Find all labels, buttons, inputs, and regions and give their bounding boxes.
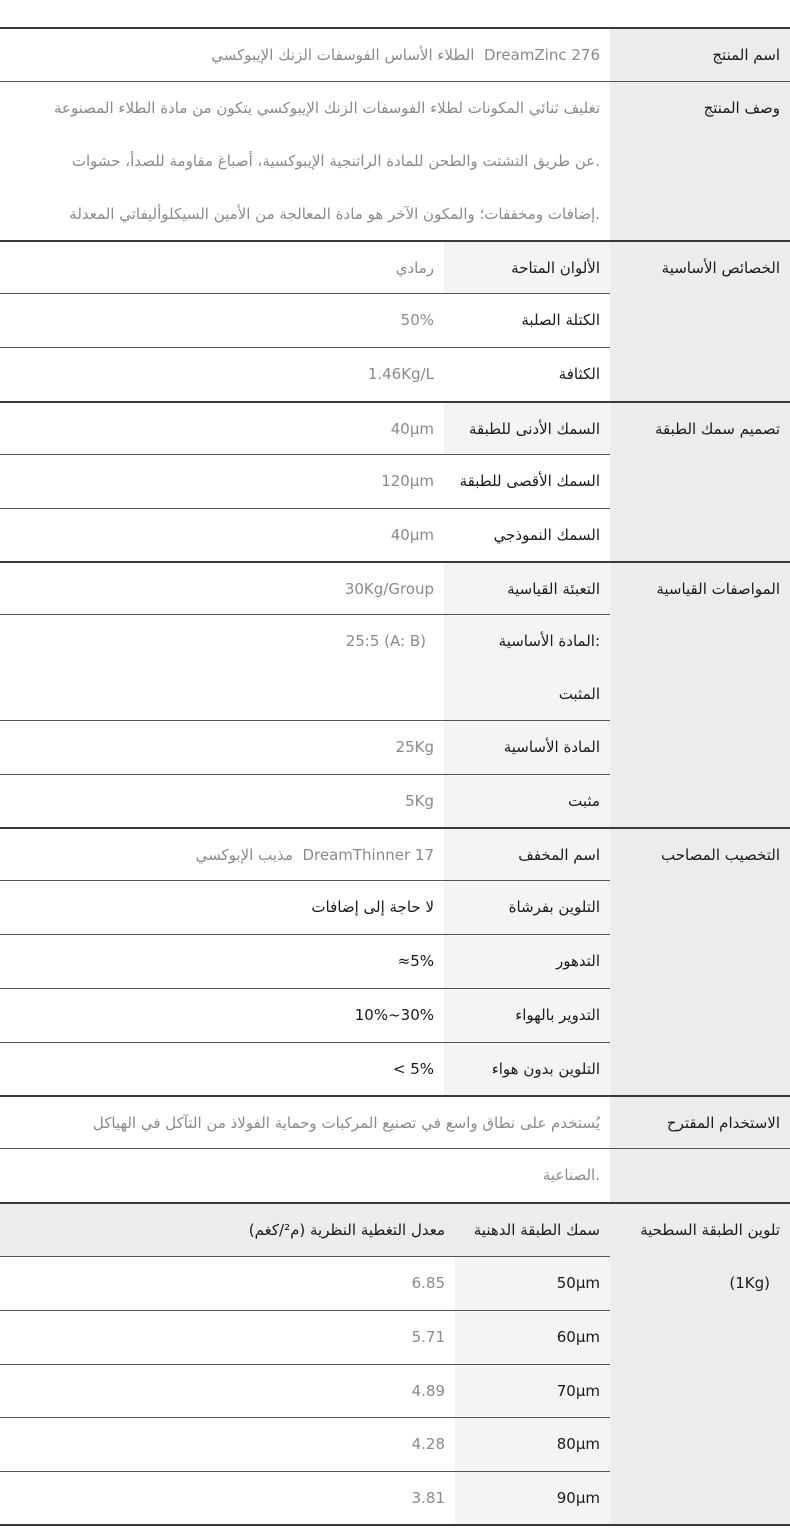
density-value: 1.46Kg/L xyxy=(367,365,434,383)
coverage-rate-cell: 4.89 xyxy=(411,1382,445,1400)
basic-properties-label: الخصائص الأساسية xyxy=(610,242,790,401)
coverage-rate-cell: 6.85 xyxy=(411,1274,445,1292)
standard-specs-label: المواصفات القياسية xyxy=(610,563,790,827)
coverage-rate-cell: 5.71 xyxy=(411,1328,445,1346)
brush-label: التلوين بفرشاة xyxy=(444,881,610,934)
thickness-design-label: تصميم سمك الطبقة xyxy=(610,403,790,561)
max-thickness-value: 120μm xyxy=(381,472,434,490)
product-name-ar: الطلاء الأساس الفوسفات الزنك الإيبوكسي xyxy=(211,46,475,64)
available-colors-label: الألوان المتاحة xyxy=(444,242,610,293)
typical-thickness-value: 40μm xyxy=(390,526,434,544)
max-thickness-label: السمك الأقصى للطبقة xyxy=(459,472,600,490)
coverage-header-rate: معدل التغطية النظرية (م²/كغم) xyxy=(248,1221,445,1239)
surface-coverage-label: تلوين الطبقة السطحية xyxy=(640,1221,780,1239)
coverage-header-thickness: سمك الطبقة الدهنية xyxy=(473,1221,600,1239)
product-description-line: تغليف ثنائي المكونات لطلاء الفوسفات الزنك الإيبوكسي يتكون من مادة الطلاء المصنوعة xyxy=(53,99,600,117)
coverage-thickness-cell: 90μm xyxy=(455,1472,610,1524)
product-name-label: اسم المنتج xyxy=(610,29,790,81)
airless-spray-value xyxy=(0,1043,444,1095)
thinner-name-label: اسم المخفف xyxy=(444,829,610,880)
density-label: الكثافة xyxy=(558,365,600,383)
coverage-thickness-cell: 50μm xyxy=(455,1257,610,1310)
surface-coverage-unit xyxy=(610,1257,790,1310)
surface-coverage-unit-text: (1Kg) xyxy=(729,1274,770,1292)
typical-thickness-label: السمك النموذجي xyxy=(493,526,600,544)
min-thickness-value: 40μm xyxy=(390,420,434,438)
base-material-label: المادة الأساسية xyxy=(444,721,610,774)
thinner-name-value xyxy=(0,829,444,880)
ratio-label-line2: المثبت xyxy=(444,668,610,720)
solid-mass-label: الكتلة الصلبة xyxy=(521,311,600,329)
min-thickness-label: السمك الأدنى للطبقة xyxy=(444,403,610,454)
packaging-value: 30Kg/Group xyxy=(344,580,434,598)
thinner-desc: مذيب الإبوكسي xyxy=(195,846,293,864)
base-material-value: 25Kg xyxy=(395,738,434,756)
ratio-value xyxy=(0,615,444,668)
product-name-value xyxy=(0,29,610,81)
roller-label: التدهور xyxy=(444,935,610,988)
hardener-label: مثبت xyxy=(444,775,610,827)
coverage-rate-cell: 3.81 xyxy=(411,1489,445,1507)
ratio-label-line1: :المادة الأساسية xyxy=(444,615,610,668)
suggested-use-line2: .الصناعية xyxy=(542,1166,600,1184)
thinner-code: DreamThinner 17 xyxy=(302,846,434,864)
product-description-line: .عن طريق التشتت والطحن للمادة الراتنجية الإيبوكسية، أصباغ مقاومة للصدأ، حشوات xyxy=(71,152,600,170)
suggested-use-line1: يُستخدم على نطاق واسع في تصنيع المركبات وحماية الفولاذ من التآكل في الهياكل xyxy=(92,1114,600,1132)
airless-spray-label: التلوين بدون هواء xyxy=(444,1043,610,1095)
thinning-label: التخصيب المصاحب xyxy=(610,829,790,1095)
suggested-use-label-spacer xyxy=(610,1149,790,1202)
product-description-label: وصف المنتج xyxy=(610,82,790,240)
coverage-thickness-cell: 70μm xyxy=(455,1365,610,1417)
brush-value: لا حاجة إلى إضافات xyxy=(311,898,434,916)
solid-mass-value: 50% xyxy=(400,311,434,329)
roller-value xyxy=(0,935,444,988)
divider xyxy=(0,1524,790,1526)
air-spray-value xyxy=(0,989,444,1042)
suggested-use-label: الاستخدام المقترح xyxy=(610,1097,790,1148)
air-spray-text: 10%~30% xyxy=(354,1006,434,1024)
air-spray-label: التدوير بالهواء xyxy=(444,989,610,1042)
roller-text: ≈5% xyxy=(397,952,434,970)
coverage-rate-cell: 4.28 xyxy=(411,1435,445,1453)
ratio-text: 25:5 (A: B) xyxy=(345,632,426,650)
packaging-label: التعبئة القياسية xyxy=(444,563,610,614)
product-description-line: .إضافات ومخففات؛ والمكون الآخر هو مادة المعالجة من الأمين السيكلوأليفاتي المعدلة xyxy=(69,205,600,223)
available-colors-value: رمادي xyxy=(395,259,434,277)
coverage-thickness-cell: 60μm xyxy=(455,1311,610,1364)
hardener-value: 5Kg xyxy=(405,792,434,810)
product-code: DreamZinc 276 xyxy=(483,46,600,64)
airless-spray-text: < 5% xyxy=(392,1060,434,1078)
coverage-thickness-cell: 80μm xyxy=(455,1418,610,1471)
